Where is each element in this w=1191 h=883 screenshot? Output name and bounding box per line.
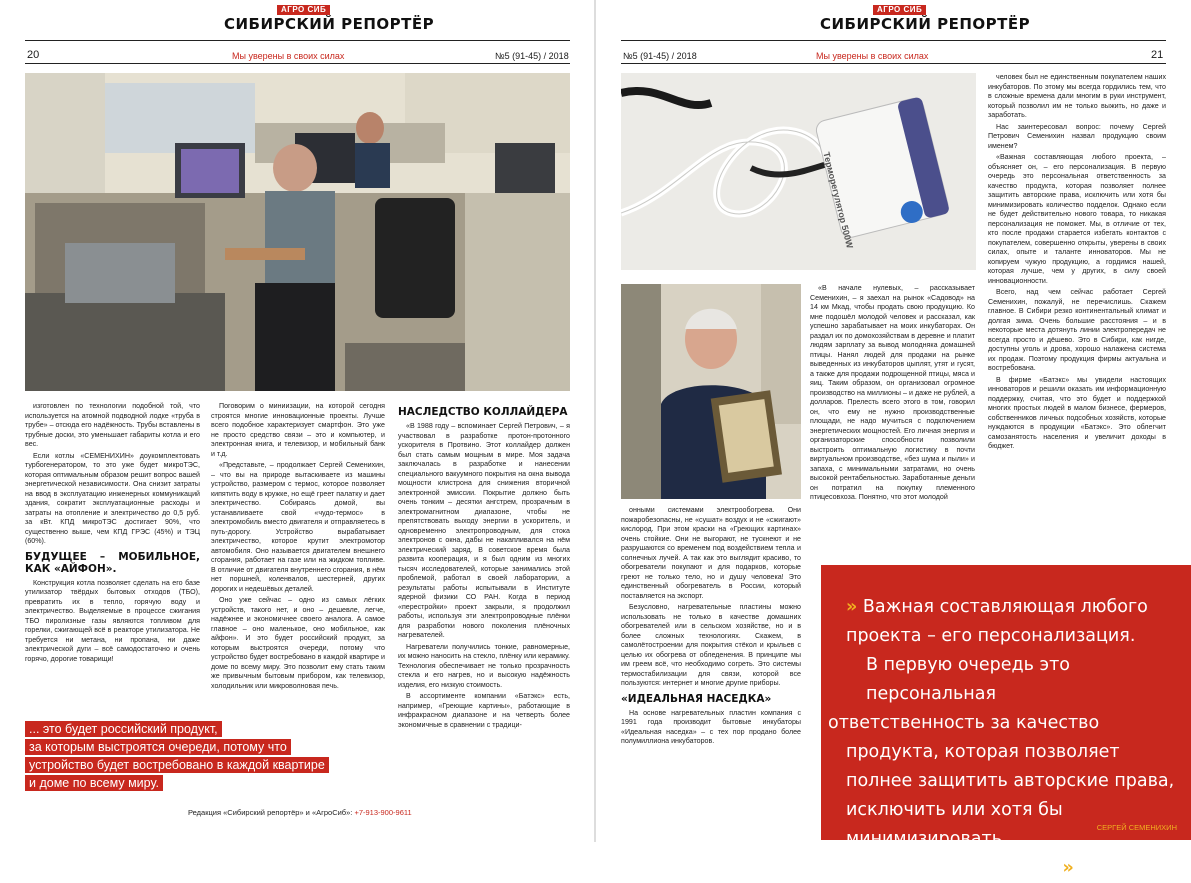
brand-tag: АГРО СИБ bbox=[873, 5, 926, 15]
paragraph: «В 1988 году – вспоминает Сергей Петрович, – я участвовал в разработке протон-протонного ускорителя в Протвино. Этот коллайдер должен был стать самым мощным в мире. Моя задача заключалась в разработке и нанесении специального вакуумного покрытия на окна вывода мощности клистрона для снижения вторичной электронной эмиссии. Покрытие должно быть очень тонким – десятки ангстрем, прозрачным в электромагнитном диапазоне, чтобы не препятствовать выходу энергии в ускоритель, и одновременно электропроводным, для стока электронов с окна, дабы не накапливался на нём электрический заряд. В советское время была развита кооперация, и я был одним из многих тысяч исследователей, которые занимались этой проблемой, работал в своей лаборатории, а результаты работы испытывали в Институте ядерной физики СО РАН. Когда в период «перестройки» проект закрыли, я продолжил работы, используя эти электропроводные плёнки для разработки нового поколения плёночных нагревателей. bbox=[398, 422, 570, 639]
thermostat-label: Терморегулятор 500W bbox=[821, 151, 855, 250]
quote-line: количество подделок » bbox=[856, 858, 1074, 878]
brand-tag: АГРО СИБ bbox=[277, 5, 330, 15]
page-number: 20 bbox=[27, 49, 40, 61]
section-heading: БУДУЩЕЕ – МОБИЛЬНОЕ, КАК «АЙФОН». bbox=[25, 550, 200, 575]
right-page bbox=[596, 0, 1191, 878]
quote-line: В первую очередь это персональная bbox=[866, 655, 1071, 704]
paragraph: «Представьте, – продолжает Сергей Семенихин, – что вы на природе вытаскиваете из машины устройство, размером с термос, которое позволяет кипятить воду в кружке, но ещё греет палатку и дает электричество. Собираясь домой, вы устанавливаете свой «чудо-термос» в электромобиль вместо двигателя и отправляетесь в путь-дорогу. Устройство вырабатывает электричество, которое крутит электромотор автомобиля. Оно называется двигателем внешнего сгорания, работает на газе или на жидком топливе. В отличие от двигателя внутреннего сгорания, в нём нет поршней, коленвалов, шестерней, других дорогих и недешёвых деталей. bbox=[211, 461, 385, 593]
paragraph: Если котлы «СЕМЕНИХИН» доукомплектовать турбогенератором, то это уже будет микроТЭС, которая оптимальным образом решит вопрос вашей энергетической независимости. Она снизит затраты на ввод в эксплуатацию инженерных коммуникаций здания, сократит эксплуатационные расходы и затраты на отопление и электричество до 0,5 руб. за кВт. КПД микроТЭС достигает 90%, что существенно выше, чем КПД ГРЭС (45%) и ТЭЦ (60%). bbox=[25, 451, 200, 545]
quote-close-icon: » bbox=[1062, 858, 1074, 878]
pull-quote-line: за которым выстроятся очереди, потому что bbox=[25, 739, 291, 755]
big-quote-box bbox=[821, 565, 1191, 878]
quote-line: ответственность за качество bbox=[828, 713, 1100, 733]
page-number: 21 bbox=[1151, 49, 1164, 61]
paragraph: «Важная составляющая любого проекта, – объясняет он, – его персонализация. В первую очередь это персональная ответственность за качество продукта, которая позволяет полнее защитить авторские права, исключить или хотя бы минимизировать количество подделок. Однако если не будет действительно нового товара, то никакая персонализация не поможет. Мы, в отличие от тех, кто после продажи старается избегать контактов с покупателем, совершенно открыты, уверены в своих силах, опыте и таланте инноваторов. Мы не копируем чужую продукцию, а гордимся нашей, которая лучше, чем у других, в силу своей инновационности. bbox=[988, 153, 1166, 285]
header-rule bbox=[25, 40, 570, 41]
masthead: СИБИРСКИЙ РЕПОРТЁР bbox=[224, 15, 435, 33]
footer-phone: +7-913-900-9611 bbox=[354, 808, 412, 817]
quote-open-icon: » bbox=[846, 597, 858, 617]
paragraph: Оно уже сейчас – одно из самых лёгких устройств, такого нет, и оно – дешевле, легче, надёжнее и экономичнее своего аналога. А самое главное – оно маленькое, оно мобильное, как айфон». И это будет российский продукт, за которым выстроятся очереди, потому что устройство будет востребовано в каждой квартире и доме по всему миру. Это позволит ему стать таким же привычным бытовым прибором, как телевизор, холодильник или микроволновая печь. bbox=[211, 596, 385, 690]
header-rule-bottom bbox=[621, 63, 1166, 64]
right-column-2 bbox=[810, 284, 975, 554]
quote-line: исключить или хотя бы минимизировать bbox=[846, 800, 1063, 849]
section-heading: НАСЛЕДСТВО КОЛЛАЙДЕРА bbox=[398, 406, 568, 418]
pull-quote-line: устройство будет востребовано в каждой квартире bbox=[25, 757, 329, 773]
right-column-3 bbox=[988, 73, 1166, 553]
paragraph: Поговорим о миниизации, на которой сегодня строятся многие инновационные проекты. Лучше всего подобное характеризует смартфон. Это уже не просто средство связи – это и компьютер, и электронная книга, и телевизор, и мобильный банк и т.д. bbox=[211, 402, 385, 458]
pull-quote bbox=[25, 720, 380, 792]
paragraph: В ассортименте компании «Батэкс» есть, например, «Греющие картины», работающие в инфракрасном диапазоне и на четверть более экономичные в сравнении с традици- bbox=[398, 692, 570, 729]
paragraph: Безусловно, нагревательные пластины можно использовать не только в качестве домашних обогревателей или в сельском хозяйстве, но и в более сложных технологиях. Скажем, в самолётостроении для покрытия стёкол и крыльев с целью их обогрева от обледенения. В принципе мы им греем всё, что необходимо согреть. Это системы термостабилизации для связи, которой все пользуются: интернет и многие другие приборы. bbox=[621, 603, 801, 687]
paragraph: Нагреватели получились тонкие, равномерные, их можно наносить на стекло, плёнку или керамику. Технология обеспечивает не только прозрачность стекла и его нагрев, но и высокую надёжность изделия, его низкую стоимость. bbox=[398, 642, 570, 689]
issue-number: №5 (91-45) / 2018 bbox=[623, 51, 697, 61]
pull-quote-line: и доме по всему миру. bbox=[25, 775, 163, 791]
paragraph: Всего, над чем сейчас работает Сергей Семенихин, пожалуй, не перечислишь. Скажем главное. В Сибири резко континентальный климат и долгая зима. Очень большие расстояния – и в некоторые места дотянуть линии электропередач не всегда просто и дёшево. Это в Сибири, как нигде, доступны уголь и дрова, хорошо налажена система их продаж. Поэтому продукция фирмы актуальна и востребована. bbox=[988, 288, 1166, 372]
slogan: Мы уверены в своих силах bbox=[816, 51, 929, 61]
paragraph: онными системами электрообогрева. Они пожаробезопасны, не «сушат» воздух и не «сжигают» кислород. При этом краски на «Греющих картинах» очень стойкие. Они не выгорают, не тускнеют и не разрушаются со временем под воздействием тепла и солнечных лучей. А так как это выглядит красиво, то обогреватели покупают и для подарков, которые греют не только тело, но и душу человека! Это единственный обогреватель в России, который поставляется на экспорт. bbox=[621, 506, 801, 600]
paragraph: Конструкция котла позволяет сделать на его базе утилизатор твёрдых бытовых отходов (ТБО), превратить их в тепло, горячую воду и электричество. Выделяемые в процессе сжигания ТБО пиролизные газы являются топливом для горелки, сжигающей всё в реакторе утилизатора. Не требуется ни метана, ни пропана, ни даже электрической дуги – всё самодостаточно и очень горячо, дорогие товарищи! bbox=[25, 578, 200, 663]
left-column-3 bbox=[398, 402, 570, 797]
portrait-photo bbox=[621, 284, 801, 499]
left-column-1 bbox=[25, 402, 200, 732]
big-quote-text bbox=[828, 593, 1191, 883]
thermostat-photo bbox=[621, 73, 976, 270]
left-page bbox=[0, 0, 595, 842]
header-rule bbox=[621, 40, 1166, 41]
paragraph: изготовлен по технологии подобной той, что используется на атомной подводной лодке «труба в трубе» – отсюда его надёжность. Трубы вставлены в трубные доски, это уменьшает габариты котла и его вес. bbox=[25, 402, 200, 448]
paragraph: человек был не единственным покупателем наших инкубаторов. По этому мы всегда гордились тем, что в сложные времена дали многим в руки инструмент, который позволил им не только выжить, но даже и заработать. bbox=[988, 73, 1166, 119]
slogan: Мы уверены в своих силах bbox=[232, 51, 345, 61]
header-rule-bottom bbox=[25, 63, 570, 64]
paragraph: «В начале нулевых, – рассказывает Семенихин, – я заехал на рынок «Садовод» на 14 км Мкад, чтобы продать свою продукцию. Ко мне подошёл молодой человек и рассказал, как успешно зарабатывает на моих инкубаторах. Он раздал их по домохозяйствам в деревне и платит людям зарплату за вывод молодняка домашней птицы. Нанял людей для продажи на рынке выведенных из инкубаторов цыплят, утят и гусят, а также для продажи подрощенной птицы, мяса и яиц. Таким образом, он организовал огромное производство на миллионы – и даже не рублей, а долларов. Прелесть всего этого в том, говорил он, что ему не нужно производственные площади, не надо мучиться с подключением энергетических мощностей. Его личная энергия и организаторские способности позволили выстроить оптимальную логистику в почти виртуальном производстве, «без шума и пыли» и запаха, с минимальными затратами, но очень высокой рентабельностью. Заработанные деньги он потратил на покупку племенного птицесовхоза. Понятно, что этот молодой bbox=[810, 284, 975, 501]
paragraph: В фирме «Батэкс» мы увидели настоящих инноваторов и решили оказать им информационную поддержку, считая, что это будет и поддержкой многих простых людей в малом бизнесе, фермеров, собственников личных подсобных хозяйств, которые нуждаются в продукции «Батэкс». Это облегчит самозанятость населения и увеличит доходы в бюджет. bbox=[988, 375, 1166, 450]
quote-line: продукта, которая позволяет bbox=[846, 742, 1120, 762]
masthead: СИБИРСКИЙ РЕПОРТЁР bbox=[820, 15, 1031, 33]
section-heading: «ИДЕАЛЬНАЯ НАСЕДКА» bbox=[621, 692, 772, 705]
page-footer bbox=[188, 808, 412, 817]
right-column-1 bbox=[621, 506, 801, 806]
footer-label: Редакция «Сибирский репортёр» и «АгроСиб»: bbox=[188, 808, 353, 817]
pull-quote-line: ... это будет российский продукт, bbox=[25, 721, 222, 737]
quote-line: проекта – его персонализация. bbox=[846, 626, 1136, 646]
office-photo bbox=[25, 73, 570, 391]
quote-line: полнее защитить авторские права, bbox=[846, 771, 1175, 791]
quote-line: » Важная составляющая любого bbox=[846, 597, 1148, 617]
paragraph: Нас заинтересовал вопрос: почему Сергей Петрович Семенихин назвал продукцию своим именем? bbox=[988, 122, 1166, 150]
issue-number: №5 (91-45) / 2018 bbox=[495, 51, 569, 61]
quote-author: СЕРГЕЙ СЕМЕНИХИН bbox=[1096, 823, 1177, 832]
paragraph: На основе нагревательных пластин компания с 1991 года производит бытовые инкубаторы «Идеальная наседка» – с тех пор продано более полумиллиона инкубаторов. bbox=[621, 708, 801, 745]
